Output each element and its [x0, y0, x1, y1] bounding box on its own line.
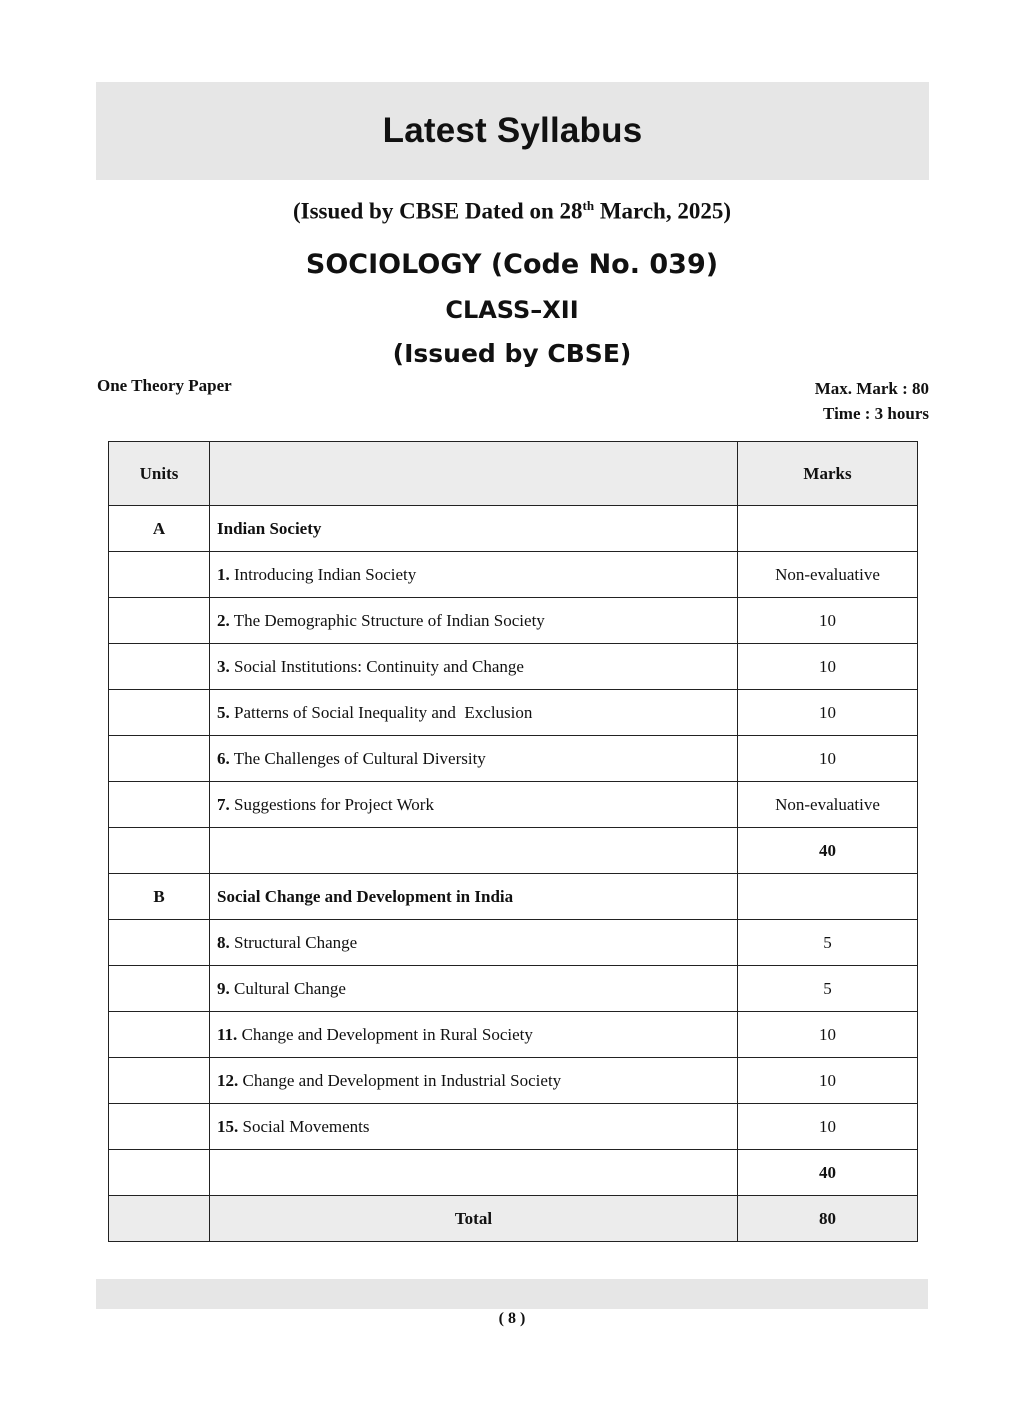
page-title: Latest Syllabus: [382, 111, 643, 150]
marks-cell: 10: [738, 598, 918, 644]
topic-cell: [210, 782, 738, 828]
time-allowed: Time : 3 hours: [823, 404, 929, 423]
chapter-number: 6.: [217, 748, 230, 768]
unit-cell: [109, 690, 210, 736]
marks-cell: Non-evaluative: [738, 782, 918, 828]
chapter-number: 7.: [217, 794, 230, 814]
chapter-title: Cultural Change: [229, 978, 346, 998]
footer-bar: [96, 1279, 928, 1309]
issue-date-line: [0, 198, 1024, 225]
chapter-title: Change and Development in Industrial Society: [238, 1070, 562, 1090]
chapter-number: 8.: [217, 932, 230, 952]
topic-cell: [210, 828, 738, 874]
marks-cell: [738, 506, 918, 552]
topic-cell: [210, 1012, 738, 1058]
unit-cell: [109, 736, 210, 782]
marks-cell: [738, 874, 918, 920]
total-unit-cell: [109, 1196, 210, 1242]
chapter-title: Social Institutions: Continuity and Change: [229, 656, 524, 676]
marks-header: Marks: [738, 442, 918, 506]
unit-cell: [109, 1058, 210, 1104]
chapter-number: 15.: [217, 1116, 239, 1136]
table-row: [109, 782, 918, 828]
topic-cell: [210, 920, 738, 966]
chapter-title: Introducing Indian Society: [229, 564, 417, 584]
topic-cell: Social Change and Development in India: [210, 874, 738, 920]
unit-cell: [109, 828, 210, 874]
table-body: [109, 506, 918, 1196]
topic-header: [210, 442, 738, 506]
table-header-row: [109, 442, 918, 506]
subtotal-row: [109, 828, 918, 874]
topic-cell: [210, 966, 738, 1012]
marks-cell: 10: [738, 736, 918, 782]
chapter-title: The Challenges of Cultural Diversity: [229, 748, 486, 768]
issue-date-ordinal: th: [582, 198, 595, 213]
marks-cell: 10: [738, 1058, 918, 1104]
title-banner: [96, 82, 929, 180]
table-row: [109, 1104, 918, 1150]
topic-cell: [210, 736, 738, 782]
unit-cell: A: [109, 506, 210, 552]
topic-cell: [210, 644, 738, 690]
chapter-number: 3.: [217, 656, 230, 676]
marks-cell: 10: [738, 690, 918, 736]
chapter-title: The Demographic Structure of Indian Society: [229, 610, 545, 630]
table-row: [109, 552, 918, 598]
unit-cell: B: [109, 874, 210, 920]
total-row: [109, 1196, 918, 1242]
unit-heading-row: [109, 874, 918, 920]
chapter-title: Patterns of Social Inequality and Exclusion: [229, 702, 533, 722]
topic-cell: [210, 1150, 738, 1196]
issue-date-rest: March, 2025): [594, 198, 731, 224]
table-row: [109, 598, 918, 644]
subtotal-marks: 40: [738, 828, 918, 874]
marks-cell: 10: [738, 1012, 918, 1058]
syllabus-table: [108, 441, 918, 1242]
topic-cell: [210, 552, 738, 598]
total-label: Total: [210, 1196, 738, 1242]
max-mark: Max. Mark : 80: [814, 379, 929, 398]
table-row: [109, 736, 918, 782]
unit-cell: [109, 598, 210, 644]
unit-cell: [109, 644, 210, 690]
topic-cell: Indian Society: [210, 506, 738, 552]
marks-cell: 10: [738, 1104, 918, 1150]
unit-cell: [109, 1104, 210, 1150]
subtotal-marks: 40: [738, 1150, 918, 1196]
page-number: ( 8 ): [498, 1310, 526, 1327]
unit-cell: [109, 552, 210, 598]
table-row: [109, 690, 918, 736]
unit-heading-row: [109, 506, 918, 552]
paper-info: One Theory Paper: [97, 376, 232, 395]
unit-cell: [109, 966, 210, 1012]
topic-cell: [210, 1058, 738, 1104]
issuer-heading: (Issued by CBSE): [392, 339, 632, 368]
issue-date-prefix: (Issued by CBSE Dated on 28: [293, 198, 583, 224]
subtotal-row: [109, 1150, 918, 1196]
marks-cell: 5: [738, 966, 918, 1012]
subject-heading: SOCIOLOGY (Code No. 039): [305, 249, 719, 280]
topic-cell: [210, 690, 738, 736]
units-header: Units: [109, 442, 210, 506]
chapter-number: 9.: [217, 978, 230, 998]
topic-cell: [210, 1104, 738, 1150]
chapter-number: 11.: [217, 1024, 238, 1044]
unit-cell: [109, 920, 210, 966]
table-row: [109, 920, 918, 966]
unit-cell: [109, 782, 210, 828]
chapter-title: Social Movements: [238, 1116, 370, 1136]
marks-cell: Non-evaluative: [738, 552, 918, 598]
table-row: [109, 1058, 918, 1104]
topic-cell: [210, 598, 738, 644]
exam-meta: [815, 376, 929, 426]
unit-cell: [109, 1012, 210, 1058]
marks-cell: 5: [738, 920, 918, 966]
chapter-title: Structural Change: [229, 932, 358, 952]
table-row: [109, 644, 918, 690]
total-marks: 80: [738, 1196, 918, 1242]
class-heading: CLASS–XII: [445, 296, 579, 324]
unit-cell: [109, 1150, 210, 1196]
table-row: [109, 1012, 918, 1058]
chapter-number: 12.: [217, 1070, 239, 1090]
chapter-number: 1.: [217, 564, 230, 584]
chapter-title: Change and Development in Rural Society: [237, 1024, 533, 1044]
table-row: [109, 966, 918, 1012]
chapter-number: 5.: [217, 702, 230, 722]
chapter-title: Suggestions for Project Work: [229, 794, 434, 814]
marks-cell: 10: [738, 644, 918, 690]
chapter-number: 2.: [217, 610, 230, 630]
